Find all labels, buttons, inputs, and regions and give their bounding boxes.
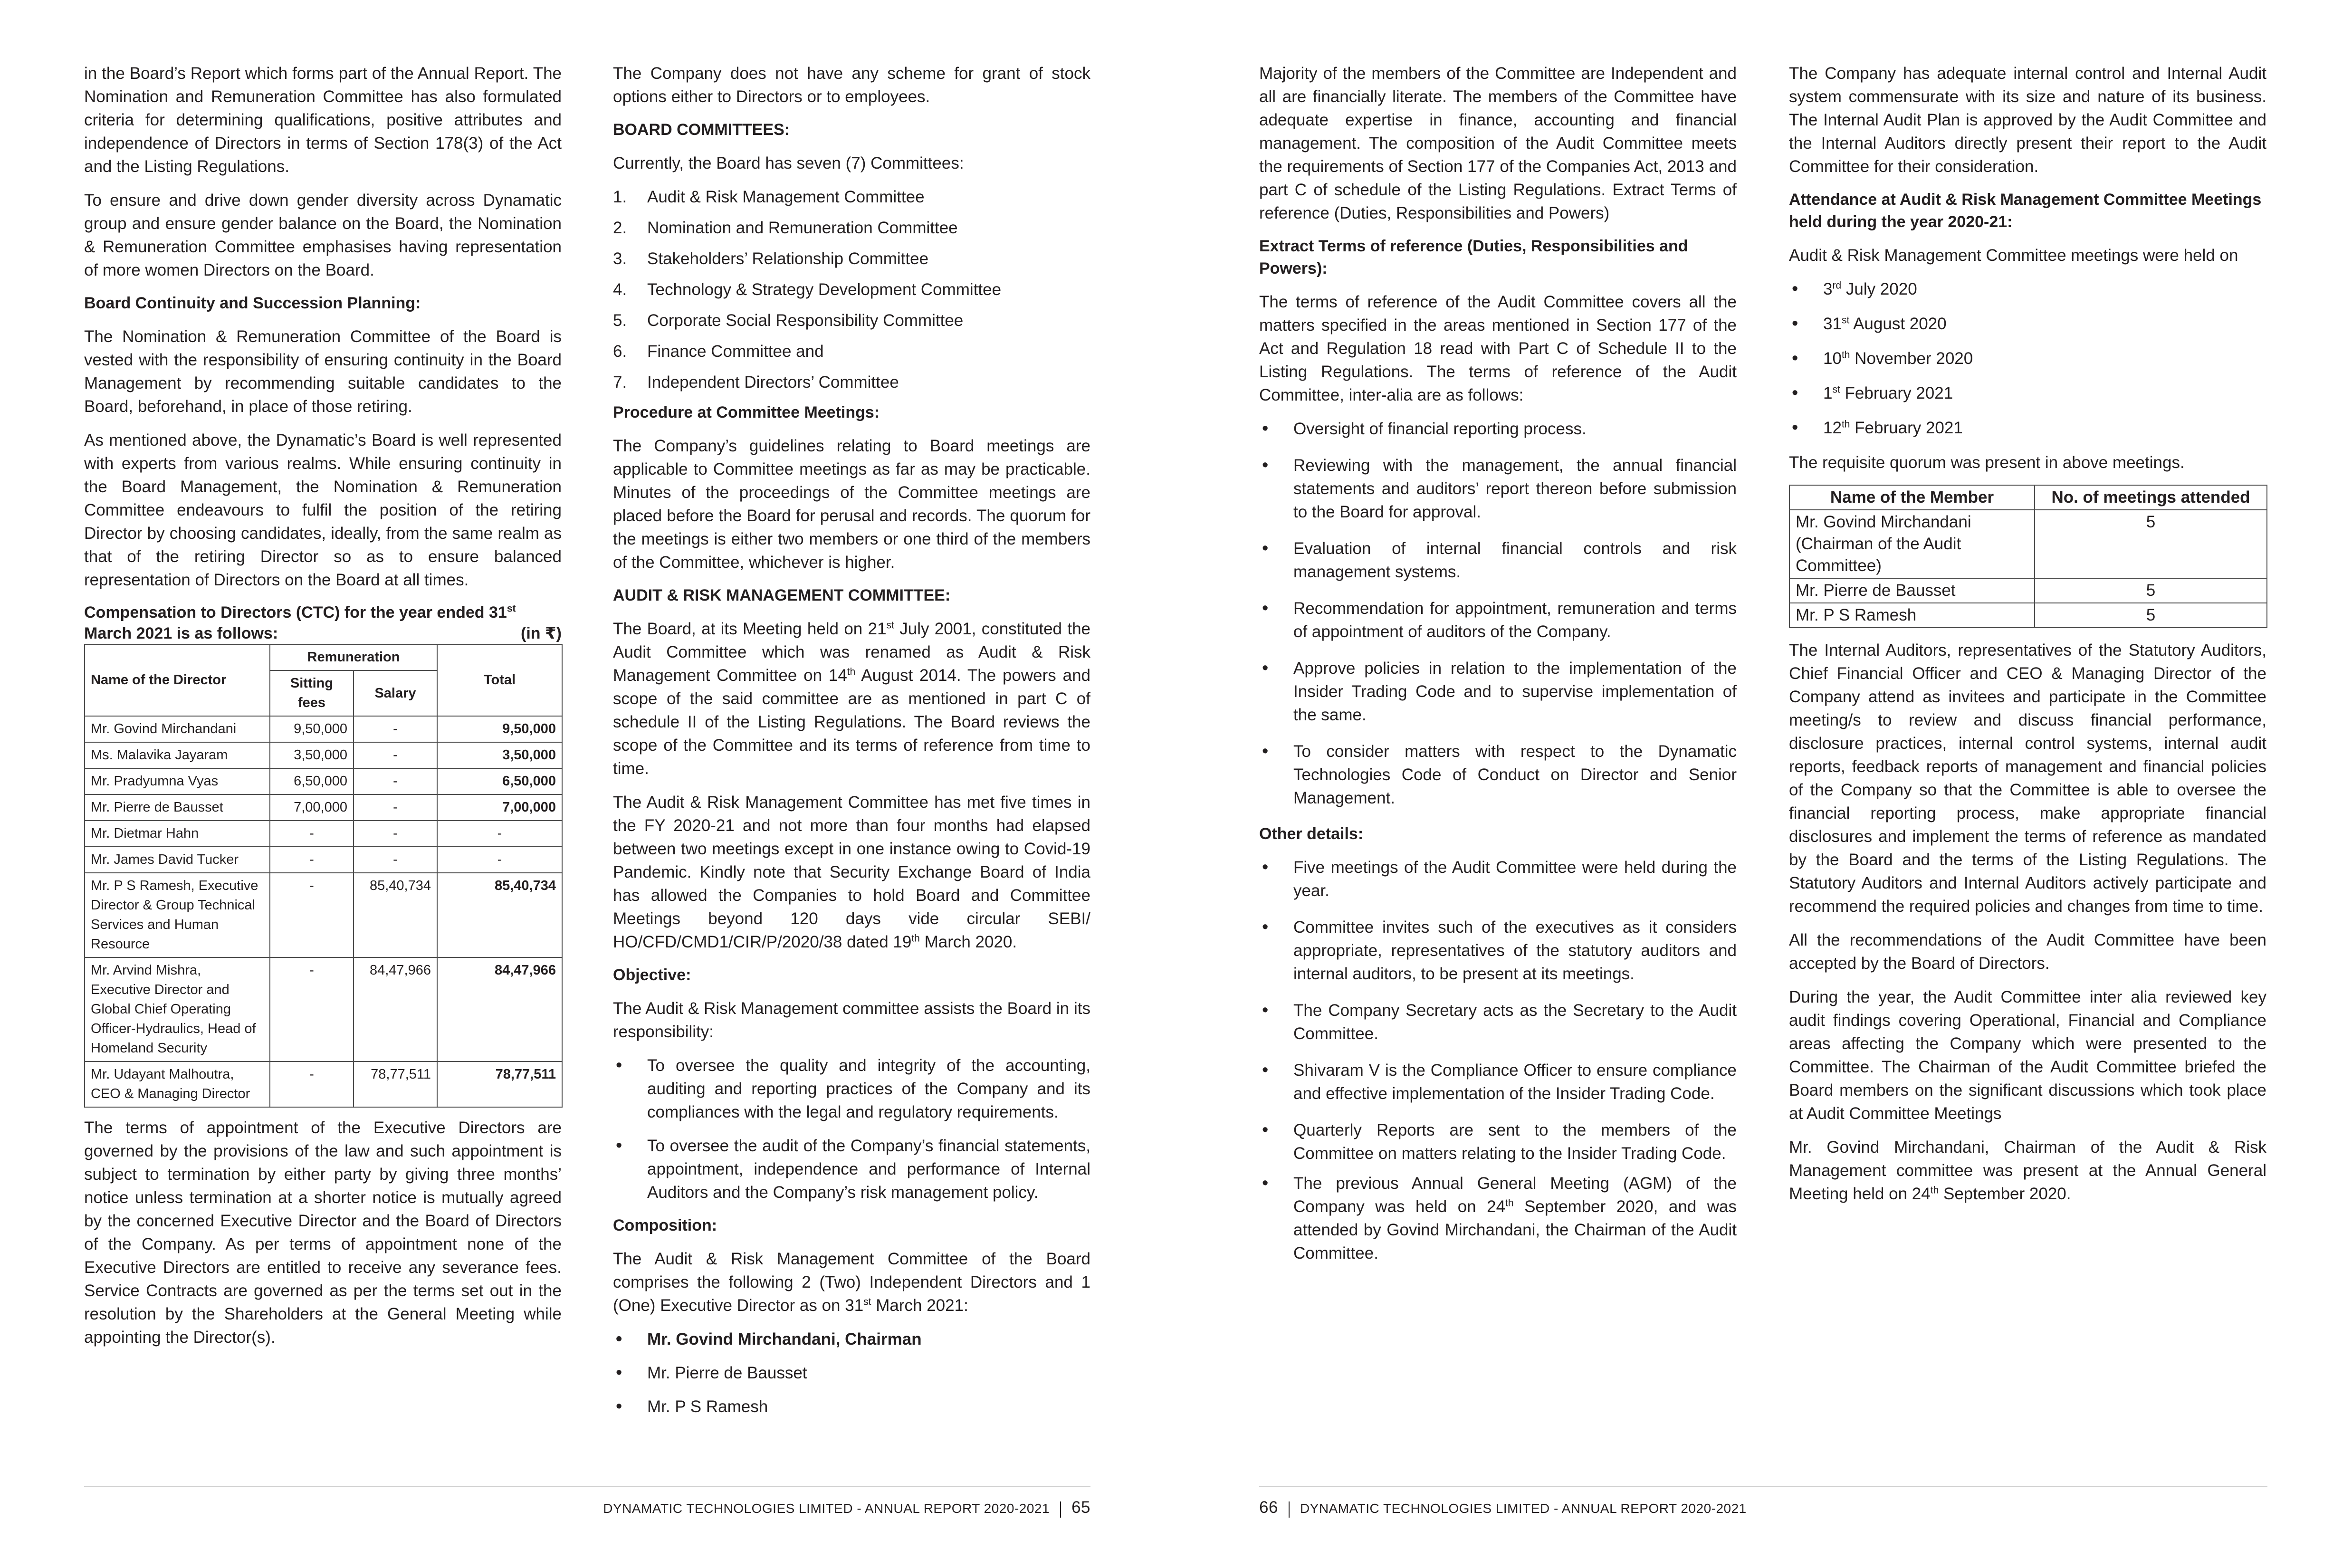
salary-cell: - [354, 794, 437, 821]
ctc-header-name: Name of the Director [85, 644, 270, 716]
date-day: 12 [1823, 419, 1842, 437]
paragraph [613, 791, 1090, 954]
text-run: March 2020. [919, 933, 1017, 951]
director-name-cell: Ms. Malavika Jayaram [85, 742, 270, 768]
list-number: 4. [613, 280, 627, 299]
text-run: March 2021: [871, 1296, 968, 1315]
section-heading: BOARD COMMITTEES: [613, 121, 790, 139]
meetings-count-cell: 5 [2035, 578, 2267, 603]
sitting-fees-cell: - [270, 821, 354, 847]
member-name-cell: Mr. Govind Mirchandani (Chairman of the Audit Committee) [1789, 510, 2035, 578]
text-run: The Audit & Risk Management Committee has met five times in the FY 2020-21 and not more than four months had elapsed between two meetings except in one instance owing to Covid-19 Pandemic. Kindly note that Security Exchange Board of India has allowed the Companies to hold Board and Committee Meetings beyond 120 days vide circular SEBI/ HO/CFD/CMD1/CIR/P/2020/38 dated 19 [613, 793, 1090, 951]
salary-cell: - [354, 821, 437, 847]
objective-list [613, 1054, 1090, 1204]
paragraph: The requisite quorum was present in above meetings. [1789, 453, 2185, 472]
paragraph [1789, 1136, 2266, 1205]
list-item: • Committee invites such of the executives as it considers appropriate, representatives of the statutory auditors and internal auditors, to be present at its meetings. [1259, 916, 1737, 985]
text-run: September 2020. [1939, 1185, 2071, 1203]
left-page-column-2 [613, 62, 1090, 1429]
list-label: Independent Directors’ Committee [647, 373, 899, 392]
ctc-header-remuneration: Remuneration [270, 644, 437, 670]
section-heading: Objective: [613, 966, 691, 984]
meetings-count-cell: 5 [2035, 510, 2267, 578]
right-footer-rule [1259, 1486, 2267, 1487]
ctc-unit: (in ₹) [521, 624, 562, 642]
director-name-cell: Mr. James David Tucker [85, 847, 270, 873]
list-item: • Mr. Govind Mirchandani, Chairman [613, 1328, 1090, 1351]
superscript: th [1930, 1185, 1939, 1196]
paragraph [613, 617, 1090, 780]
director-name-cell: Mr. Udayant Malhoutra, CEO & Managing Director [85, 1061, 270, 1107]
paragraph: The Company has adequate internal control and Internal Audit system commensurate with its size and nature of its business. The Internal Audit Plan is approved by the Audit Committee and the Internal Auditors directly present their report to the Audit Committee for their consideration. [1789, 64, 2266, 176]
date-day: 10 [1823, 349, 1842, 368]
salary-cell: - [354, 716, 437, 742]
text-run: September 2020, and was attended by Govind Mirchandani, the Chairman of the Audit Committee. [1293, 1197, 1737, 1262]
sitting-fees-cell: - [270, 1061, 354, 1107]
footer-text: DYNAMATIC TECHNOLOGIES LIMITED - ANNUAL REPORT 2020-2021 [603, 1501, 1050, 1516]
list-item: • Quarterly Reports are sent to the members of the Committee on matters relating to the Insider Trading Code. [1259, 1119, 1737, 1165]
section-heading: Board Continuity and Succession Planning: [84, 294, 421, 312]
list-item [613, 216, 1090, 239]
right-page-column-2 [1789, 62, 2266, 1216]
table-row [85, 957, 562, 1061]
text-run: The Audit & Risk Management Committee of the Board comprises the following 2 (Two) Independent Directors and 1 (One) Executive Director as on 31 [613, 1250, 1090, 1315]
list-item [1789, 277, 2266, 301]
section-heading: Procedure at Committee Meetings: [613, 403, 880, 421]
table-row [85, 847, 562, 873]
salary-cell: 78,77,511 [354, 1061, 437, 1107]
text-run: July 2001, constituted the Audit Committee which was renamed as Audit & Risk Management Committee on 14 [613, 620, 1090, 685]
sitting-fees-cell: 7,00,000 [270, 794, 354, 821]
paragraph: The Company’s guidelines relating to Board meetings are applicable to Committee meetings as far as may be practicable. Minutes of the proceedings of the Committee meetings are placed before the Board for perusal and records. The quorum for the meetings is either two members or one third of the members of the Committee, whichever is higher. [613, 437, 1090, 572]
total-cell: 6,50,000 [437, 768, 562, 794]
attendance-header-meetings: No. of meetings attended [2035, 485, 2267, 510]
list-number: 5. [613, 311, 627, 330]
superscript: st [1832, 384, 1840, 395]
section-heading: AUDIT & RISK MANAGEMENT COMMITTEE: [613, 586, 951, 604]
page-number: 66 [1259, 1498, 1278, 1517]
superscript: st [886, 620, 894, 631]
date-day: 3 [1823, 280, 1833, 298]
ctc-table [84, 644, 563, 1108]
date-rest: February 2021 [1840, 384, 1953, 402]
total-cell: 85,40,734 [437, 873, 562, 957]
footer-separator [1289, 1501, 1290, 1518]
superscript: th [1841, 349, 1850, 361]
list-item [1789, 347, 2266, 370]
list-item [1789, 382, 2266, 405]
left-footer-rule [84, 1486, 1090, 1487]
table-row [85, 768, 562, 794]
table-row [85, 1061, 562, 1107]
list-item [1789, 416, 2266, 440]
list-item: • Mr. Pierre de Bausset [613, 1361, 1090, 1385]
member-list [613, 1328, 1090, 1418]
list-item: • Oversight of financial reporting process. [1259, 417, 1737, 440]
attendance-table-body [1789, 510, 2267, 628]
section-heading: Composition: [613, 1216, 717, 1234]
director-name-cell: Mr. Arvind Mishra, Executive Director and Global Chief Operating Officer-Hydraulics, Head of Homeland Security [85, 957, 270, 1061]
paragraph: Majority of the members of the Committee are Independent and all are financially literate. The members of the Committee have adequate expertise in finance, accounting and financial management. The composition of the Audit Committee meets the requirements of Section 177 of the Companies Act, 2013 and part C of schedule of the Listing Regulations. Extract Terms of reference (Duties, Responsibilities and Powers) [1259, 64, 1737, 222]
date-day: 1 [1823, 384, 1833, 402]
table-row [85, 821, 562, 847]
list-item: • The Company Secretary acts as the Secretary to the Audit Committee. [1259, 999, 1737, 1045]
salary-cell: - [354, 847, 437, 873]
table-row [85, 716, 562, 742]
text-run: Mr. Govind Mirchandani, Chairman of the Audit & Risk Management committee was present at the Annual General Meeting held on 24 [1789, 1138, 2266, 1203]
meetings-count-cell: 5 [2035, 603, 2267, 628]
list-item [613, 278, 1090, 301]
paragraph: The Company does not have any scheme for grant of stock options either to Directors or to employees. [613, 64, 1090, 106]
right-page-column-1 [1259, 62, 1737, 1278]
list-label: Stakeholders’ Relationship Committee [647, 249, 929, 268]
footer-separator [1060, 1501, 1061, 1518]
salary-cell: - [354, 768, 437, 794]
table-row [85, 873, 562, 957]
paragraph [613, 1247, 1090, 1317]
sitting-fees-cell: 6,50,000 [270, 768, 354, 794]
ctc-table-body [85, 716, 562, 1107]
sitting-fees-cell: 9,50,000 [270, 716, 354, 742]
section-heading: Attendance at Audit & Risk Management Committee Meetings held during the year 2020-21: [1789, 191, 2262, 231]
ctc-header-total: Total [437, 644, 562, 716]
paragraph: The terms of appointment of the Executive Directors are governed by the provisions of the law and such appointment is subject to termination by either party by giving three months’ notice unless termination at a shorter notice is mutually agreed by the concerned Executive Director and the Board of Directors of the Company. As per terms of appointment none of the Executive Directors are entitled to receive any severance fees. Service Contracts are governed as per the terms set out in the resolution by the Shareholders at the General Meeting while appointing the Director(s). [84, 1119, 562, 1347]
list-label: Technology & Strategy Development Committee [647, 280, 1002, 299]
list-number: 1. [613, 188, 627, 206]
list-item: • Mr. P S Ramesh [613, 1395, 1090, 1418]
details-list [1259, 856, 1737, 1165]
list-item [613, 371, 1090, 394]
sitting-fees-cell: - [270, 873, 354, 957]
paragraph: As mentioned above, the Dynamatic’s Board is well represented with experts from various realms. While ensuring continuity in the Board Management, the Nomination & Remuneration Committee endeavours to fulfil the position of the retiring Director by choosing candidates, ideally, from the same realm as that of the retiring Director so as to ensure balanced representation of Directors on the Board at all times. [84, 431, 562, 589]
list-number: 2. [613, 219, 627, 237]
date-rest: February 2021 [1850, 419, 1963, 437]
text-run: The previous Annual General Meeting (AGM) of the Company was held on 24 [1293, 1174, 1737, 1216]
agm-list [1259, 1172, 1737, 1265]
paragraph: All the recommendations of the Audit Committee have been accepted by the Board of Directors. [1789, 931, 2266, 973]
paragraph: The Internal Auditors, representatives of the Statutory Auditors, Chief Financial Officer and CEO & Managing Director of the Company attend as invitees and participate in the Committee meeting/s to review and discuss financial performance, disclosure practices, internal control systems, internal audit reports, feedback reports of management and financial policies of the Company so that the Committee is able to oversee the financial reporting process, make appropriate financial disclosures and implement the terms of reference as mandated by the Board and the terms of the Listing Regulations. The Statutory Auditors and Internal Auditors actively participate and recommend the required policies and changes from time to time. [1789, 641, 2266, 916]
list-item [1789, 312, 2266, 335]
member-name-cell: Mr. P S Ramesh [1789, 603, 2035, 628]
superscript: th [1841, 419, 1850, 430]
paragraph: To ensure and drive down gender diversity across Dynamatic group and ensure gender balance on the Board, the Nomination & Remuneration Committee emphasises having representation of more women Directors on the Board. [84, 191, 562, 279]
total-cell: - [437, 821, 562, 847]
member-name-cell: Mr. Pierre de Bausset [1789, 578, 2035, 603]
list-item: • Shivaram V is the Compliance Officer to ensure compliance and effective implementation of the Insider Trading Code. [1259, 1059, 1737, 1105]
sitting-fees-cell: - [270, 957, 354, 1061]
paragraph: Currently, the Board has seven (7) Committees: [613, 154, 964, 172]
table-row [85, 742, 562, 768]
ctc-header-sitting: Sitting fees [270, 670, 354, 716]
ctc-table-title [84, 602, 562, 644]
salary-cell: 84,47,966 [354, 957, 437, 1061]
ctc-title-text: Compensation to Directors (CTC) for the year ended 31 [84, 603, 507, 621]
superscript: st [863, 1296, 871, 1308]
committee-list [613, 185, 1090, 394]
superscript: th [847, 666, 856, 678]
paragraph: in the Board’s Report which forms part of the Annual Report. The Nomination and Remuneration Committee has also formulated criteria for determining qualifications, positive attributes and independence of Directors in terms of Section 178(3) of the Act and the Listing Regulations. [84, 64, 562, 176]
ctc-header-salary: Salary [354, 670, 437, 716]
list-item: • Reviewing with the management, the annual financial statements and auditors’ report thereon before submission to the Board for approval. [1259, 454, 1737, 524]
total-cell: 84,47,966 [437, 957, 562, 1061]
total-cell: 78,77,511 [437, 1061, 562, 1107]
director-name-cell: Mr. P S Ramesh, Executive Director & Group Technical Services and Human Resource [85, 873, 270, 957]
total-cell: - [437, 847, 562, 873]
list-item: • Evaluation of internal financial controls and risk management systems. [1259, 537, 1737, 583]
superscript: th [1505, 1197, 1514, 1209]
salary-cell: - [354, 742, 437, 768]
list-number: 3. [613, 249, 627, 268]
director-name-cell: Mr. Dietmar Hahn [85, 821, 270, 847]
list-item: • Five meetings of the Audit Committee were held during the year. [1259, 856, 1737, 902]
list-number: 6. [613, 342, 627, 361]
section-heading: Extract Terms of reference (Duties, Responsibilities and Powers): [1259, 237, 1688, 277]
ctc-title-text-2: March 2021 is as follows: [84, 624, 278, 642]
ctc-title-sup: st [507, 603, 516, 614]
director-name-cell: Mr. Pradyumna Vyas [85, 768, 270, 794]
date-day: 31 [1823, 315, 1842, 333]
attendance-header-member: Name of the Member [1789, 485, 2035, 510]
table-row [85, 794, 562, 821]
list-label: Audit & Risk Management Committee [647, 188, 925, 206]
list-item: • To oversee the quality and integrity of the accounting, auditing and reporting practices of the Company and its compliances with the legal and regulatory requirements. [613, 1054, 1090, 1124]
section-heading: Other details: [1259, 825, 1364, 843]
meeting-dates-list [1789, 277, 2266, 440]
salary-cell: 85,40,734 [354, 873, 437, 957]
paragraph: During the year, the Audit Committee inter alia reviewed key audit findings covering Operational, Financial and Compliance areas affecting the Company which were presented to the Committee. The Chairman of the Audit Committee briefed the Board members on the significant discussions which took place at Audit Committee Meetings [1789, 988, 2266, 1123]
attendance-table [1789, 485, 2267, 628]
left-page-column-1 [84, 62, 562, 1359]
sitting-fees-cell: - [270, 847, 354, 873]
director-name-cell: Mr. Pierre de Bausset [85, 794, 270, 821]
list-item [613, 309, 1090, 332]
footer-text: DYNAMATIC TECHNOLOGIES LIMITED - ANNUAL REPORT 2020-2021 [1300, 1501, 1747, 1516]
table-row [1789, 578, 2267, 603]
list-item: • Approve policies in relation to the implementation of the Insider Trading Code and to supervise implementation of the same. [1259, 657, 1737, 727]
superscript: rd [1832, 280, 1842, 291]
superscript: th [911, 933, 920, 944]
sitting-fees-cell: 3,50,000 [270, 742, 354, 768]
paragraph: Audit & Risk Management Committee meetings were held on [1789, 246, 2238, 265]
text-run: The Board, at its Meeting held on 21 [613, 620, 887, 638]
date-rest: August 2020 [1849, 315, 1947, 333]
list-item [1259, 1172, 1737, 1265]
paragraph: The terms of reference of the Audit Committee covers all the matters specified in the areas mentioned in Section 177 of the Act and Regulation 18 read with Part C of Schedule II to the Listing Regulations. The terms of reference of the Audit Committee, inter-alia are as follows: [1259, 293, 1737, 404]
terms-list [1259, 417, 1737, 810]
list-item: • To consider matters with respect to the Dynamatic Technologies Code of Conduct on Director and Senior Management. [1259, 740, 1737, 810]
paragraph: The Nomination & Remuneration Committee of the Board is vested with the responsibility of ensuring continuity in the Board Management by recommending suitable candidates to the Board, beforehand, in place of those retiring. [84, 327, 562, 416]
left-footer [603, 1498, 1090, 1518]
date-rest: July 2020 [1841, 280, 1917, 298]
superscript: st [1841, 315, 1850, 326]
list-number: 7. [613, 373, 627, 392]
page-number: 65 [1071, 1498, 1090, 1517]
text-run: August 2014. The powers and scope of the said committee are as mentioned in part C of schedule II of the Listing Regulations. The Board reviews the scope of the Committee and its terms of reference from time to time. [613, 666, 1090, 778]
list-item [613, 340, 1090, 363]
total-cell: 7,00,000 [437, 794, 562, 821]
table-row [1789, 603, 2267, 628]
paragraph: The Audit & Risk Management committee assists the Board in its responsibility: [613, 999, 1090, 1041]
list-label: Finance Committee and [647, 342, 824, 361]
list-item [613, 247, 1090, 270]
list-item [613, 185, 1090, 209]
table-row [1789, 510, 2267, 578]
total-cell: 3,50,000 [437, 742, 562, 768]
list-label: Nomination and Remuneration Committee [647, 219, 958, 237]
total-cell: 9,50,000 [437, 716, 562, 742]
director-name-cell: Mr. Govind Mirchandani [85, 716, 270, 742]
list-item: • Recommendation for appointment, remuneration and terms of appointment of auditors of the Company. [1259, 597, 1737, 643]
list-item: • To oversee the audit of the Company’s financial statements, appointment, independence and performance of Internal Auditors and the Company’s risk management policy. [613, 1134, 1090, 1204]
list-label: Corporate Social Responsibility Committee [647, 311, 964, 330]
right-footer [1259, 1498, 1747, 1518]
date-rest: November 2020 [1850, 349, 1973, 368]
